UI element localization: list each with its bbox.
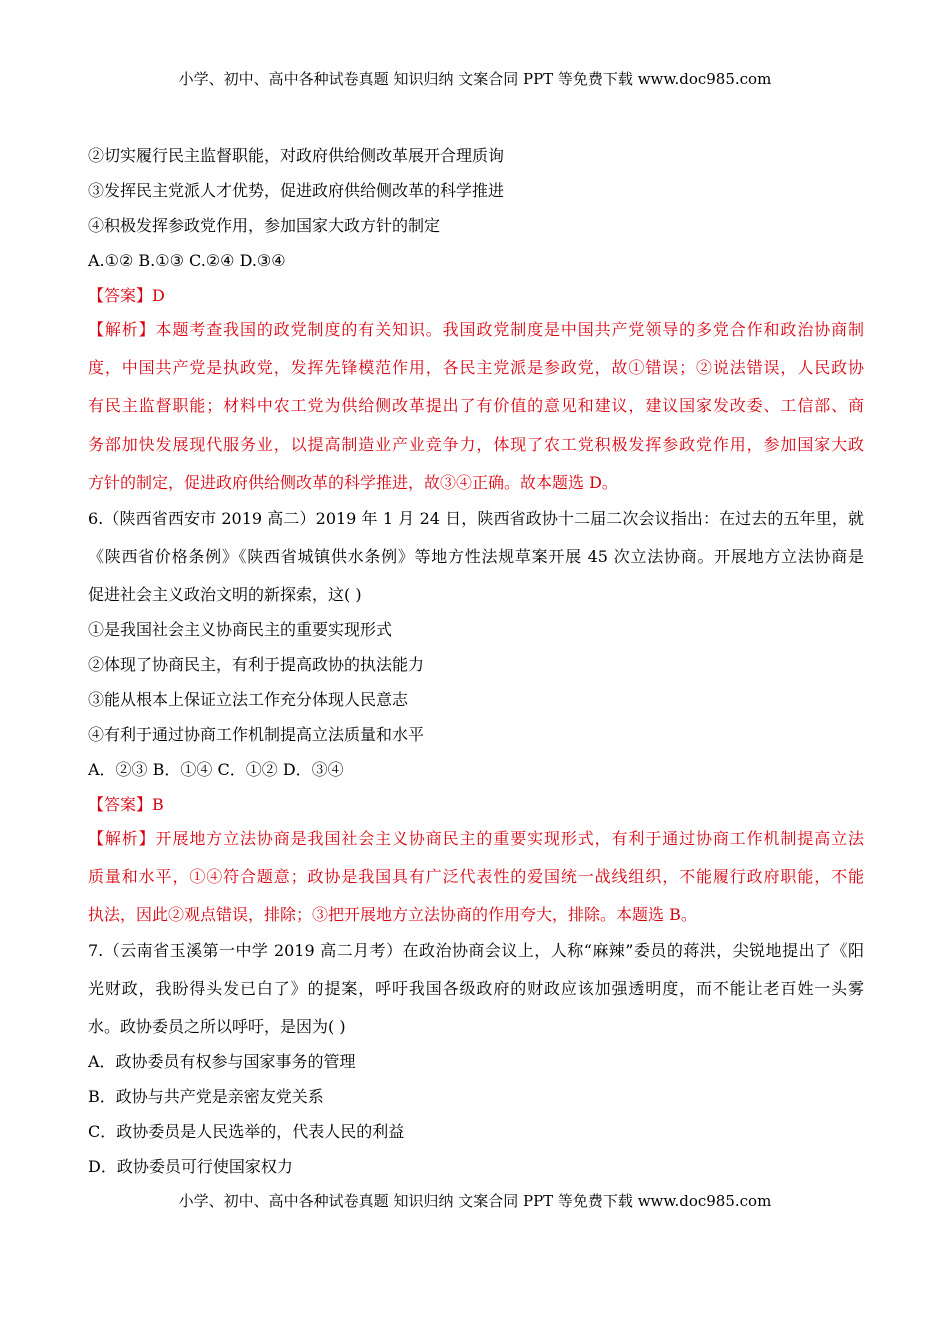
page-footer: 小学、初中、高中各种试卷真题 知识归纳 文案合同 PPT 等免费下载 www.doc985.com [178, 1192, 772, 1210]
q5-choices: A.①② B.①③ C.②④ D.③④ [88, 251, 286, 270]
q5-analysis-line: 务部加快发展现代服务业，以提高制造业产业竞争力，体现了农工党积极发挥参政党作用，参加国家大政 [88, 435, 864, 454]
q5-option-3: ③发挥民主党派人才优势，促进政府供给侧改革的科学推进 [88, 181, 505, 200]
q5-answer: 【答案】D [88, 286, 165, 305]
q6-stem-line: 6.（陕西省西安市 2019 高二）2019 年 1 月 24 日，陕西省政协十二届二次会议指出：在过去的五年里，就 [88, 509, 864, 528]
q5-analysis-line: 【解析】本题考查我国的政党制度的有关知识。我国政党制度是中国共产党领导的多党合作和政治协商制 [88, 320, 864, 339]
q5-analysis-line: 度，中国共产党是执政党，发挥先锋模范作用，各民主党派是参政党，故①错误；②说法错误，人民政协 [88, 358, 864, 377]
q5-option-2: ②切实履行民主监督职能，对政府供给侧改革展开合理质询 [88, 146, 505, 165]
q6-analysis-line: 执法，因此②观点错误，排除；③把开展地方立法协商的作用夸大，排除。本题选 B。 [88, 905, 697, 924]
q6-option-3: ③能从根本上保证立法工作充分体现人民意志 [88, 690, 409, 709]
page-header: 小学、初中、高中各种试卷真题 知识归纳 文案合同 PPT 等免费下载 www.doc985.com [178, 70, 772, 88]
q7-option-c: C．政协委员是人民选举的，代表人民的利益 [88, 1122, 405, 1141]
q6-stem-line: 《陕西省价格条例》《陕西省城镇供水条例》等地方性法规草案开展 45 次立法协商。开展地方立法协商是 [88, 547, 864, 566]
q6-option-1: ①是我国社会主义协商民主的重要实现形式 [88, 620, 393, 639]
q6-analysis-line: 质量和水平，①④符合题意；政协是我国具有广泛代表性的爱国统一战线组织，不能履行政府职能，不能 [88, 867, 864, 886]
q5-analysis-line: 有民主监督职能；材料中农工党为供给侧改革提出了有价值的意见和建议，建议国家发改委、工信部、商 [88, 396, 864, 415]
q6-answer: 【答案】B [88, 795, 164, 814]
q7-option-a: A．政协委员有权参与国家事务的管理 [88, 1052, 356, 1071]
q6-stem-line: 促进社会主义政治文明的新探索，这( ) [88, 585, 362, 604]
q5-analysis-line: 方针的制定，促进政府供给侧改革的科学推进，故③④正确。故本题选 D。 [88, 473, 618, 492]
q7-stem-line: 水。政协委员之所以呼吁，是因为( ) [88, 1017, 346, 1036]
q7-option-b: B．政协与共产党是亲密友党关系 [88, 1087, 324, 1106]
q5-option-4: ④积极发挥参政党作用，参加国家大政方针的制定 [88, 216, 441, 235]
q7-stem-line: 光财政，我盼得头发已白了》的提案，呼吁我国各级政府的财政应该加强透明度，而不能让老百姓一头雾 [88, 979, 864, 998]
q7-stem-line: 7.（云南省玉溪第一中学 2019 高二月考）在政治协商会议上，人称“麻辣”委员的蒋洪，尖锐地提出了《阳 [88, 941, 864, 960]
q6-choices: A．②③ B．①④ C．①② D．③④ [88, 760, 344, 779]
q6-option-4: ④有利于通过协商工作机制提高立法质量和水平 [88, 725, 425, 744]
q7-option-d: D．政协委员可行使国家权力 [88, 1157, 293, 1176]
q6-option-2: ②体现了协商民主，有利于提高政协的执法能力 [88, 655, 425, 674]
q6-analysis-line: 【解析】开展地方立法协商是我国社会主义协商民主的重要实现形式，有利于通过协商工作机制提高立法 [88, 829, 864, 848]
